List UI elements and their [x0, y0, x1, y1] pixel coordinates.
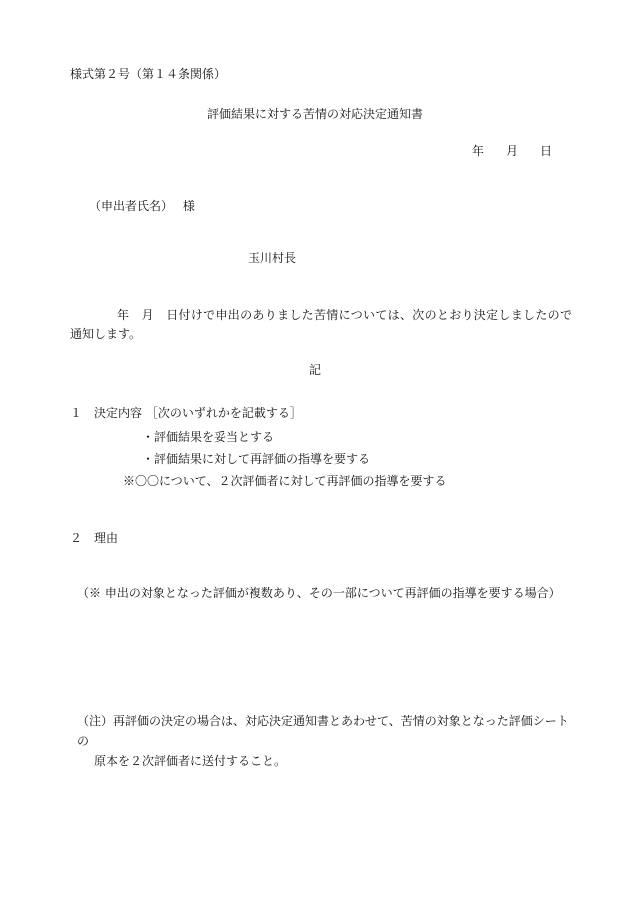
date-month: 月 [506, 144, 519, 158]
footnote-line-2: 原本を２次評価者に送付すること。 [94, 754, 287, 768]
date-year: 年 [472, 144, 485, 158]
decision-heading: １ 決定内容 ［次のいずれかを記載する］ [70, 406, 302, 420]
multiple-evaluation-note: （※ 申出の対象となった評価が複数あり、その一部について再評価の指導を要する場合） [77, 586, 561, 600]
footnote-line-1: （注）再評価の決定の場合は、対応決定通知書とあわせて、苦情の対象となった評価シートの [77, 714, 569, 748]
date-line [472, 143, 552, 159]
date-day: 日 [540, 144, 553, 158]
document-title: 評価結果に対する苦情の対応決定通知書 [206, 107, 423, 121]
decision-option-valid: ・評価結果を妥当とする [142, 430, 275, 444]
decision-option-note: ※〇〇について、２次評価者に対して再評価の指導を要する [123, 474, 447, 488]
applicant-name-line: （申出者氏名） 様 [89, 199, 195, 213]
decision-option-reevaluate: ・評価結果に対して再評価の指導を要する [142, 452, 371, 466]
body-text: 年 月 日付けで申出のありました苦情については、次のとおり決定しましたので通知します。 [70, 308, 572, 341]
issuer: 玉川村長 [248, 251, 297, 265]
reason-heading: ２ 理由 [70, 531, 119, 545]
form-number: 様式第２号（第１４条関係） [70, 67, 227, 81]
footnote [77, 711, 573, 771]
ki-heading: 記 [308, 363, 321, 377]
